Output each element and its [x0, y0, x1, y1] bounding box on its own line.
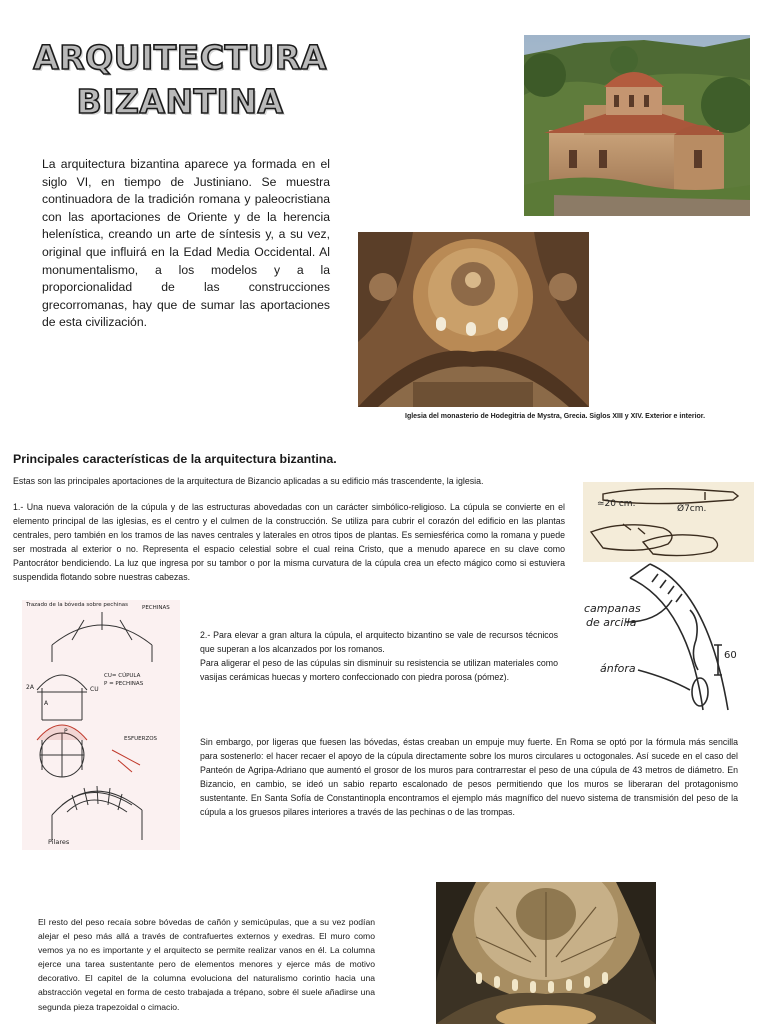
vessel-diameter-label: Ø7cm.	[677, 504, 707, 514]
vessel-length-label: ≃20 cm.	[597, 499, 636, 509]
paragraph-1: 1.- Una nueva valoración de la cúpula y de las estructuras abovedadas con un carácter simbólico-religioso. La cúpula se convierte en el elemento principal de las iglesias, es el centro y el culmen de la construcción. Se utiliza para cubrir el corazón del edificio en las plantas centrales, pero también en los tramos de las naves centrales y laterales en otros tipos de plantas. Es semiesférica como la romana y puede ser mostrada al exterior o no. Representa el espacio celestial sobre el cual reina Cristo, que a menudo aparece en su clave como Pantocrátor bendiciendo. La luz que ingresa por su tambor o por la misma curvatura de la cúpula crea un efecto mágico como si estuviera suspendida flotando sobre nuestras cabezas.	[13, 502, 565, 583]
intro-paragraph: La arquitectura bizantina aparece ya formada en el siglo VI, en tiempo de Justiniano. Se muestra continuadora de la tradición romana y paleocristiana con las aportaciones de Oriente y de la herencia helenística, creando un arte de síntesis y, a su vez, original que influirá en la Edad Media Occidental. Al monumentalismo, a los modelos y a la proporcionalidad de las construcciones grecorromanas, hay que de sumar las aportaciones de esta civilización.	[42, 157, 330, 330]
mark-2a: 2A	[26, 684, 34, 691]
section-lead: Estas son las principales aportaciones de la arquitectura de Bizancio aplicadas a su edificio más trascendente, la iglesia.	[13, 476, 484, 486]
paragraph-3: Sin embargo, por ligeras que fuesen las bóvedas, éstas creaban un empuje muy fuerte. En Roma se optó por la fórmula más sencilla para sostenerlo: el hacer recaer el apoyo de la cúpula directamente sobre los muros circulares u octogonales. Así sucede en el caso del Panteón de Agripa-Adriano que aumentó el grosor de los muros para contrarrestar el peso de una cúpula de 43 metros de diámetro. En Bizancio, en cambio, se ideó un sabio reparto escalonado de pesos permitiendo que los muros se liberaran del protagonismo sustentante. En Santa Sofía de Constantinopla encontramos el ejemplo más magnífico del nuevo sistema de transmisión del peso de la cúpula a los gruesos pilares interiores a través de las pechinas o de las trompas.	[200, 737, 738, 818]
legend-label	[104, 672, 143, 688]
church-exterior-photo	[524, 35, 750, 216]
pendentive-diagram	[22, 600, 180, 850]
diagram-title: Trazado de la bóveda sobre pechinas	[26, 602, 129, 608]
dome-section-sketch	[578, 560, 756, 720]
title-line-1: ARQUITECTURA	[33, 38, 327, 77]
mark-cu: CU	[90, 686, 99, 693]
title-line-2: BIZANTINA	[76, 82, 284, 121]
page-title	[30, 36, 330, 124]
esfuerzos-label: ESFUERZOS	[124, 736, 158, 742]
pechinas-label: PECHINAS	[142, 605, 170, 611]
mark-a: A	[44, 700, 49, 707]
amphora-label: ánfora	[600, 662, 636, 675]
pilares-label: Pilares	[48, 838, 70, 846]
paragraph-4: El resto del peso recaía sobre bóvedas de cañón y semicúpulas, que a su vez podían alejar el peso más allá a través de contrafuertes externos y exedras. El muro como vemos ya no es importante y el arquitecto se permite realizar vanos en él. La columna ejerce una tarea sustentante pero de elementos menores y ejerce más de motivo decorativo. El capitel de la columna evoluciona del naturalismo corintio hacia una abstracción vegetal en forma de cesto trabajada a trépano, sobre él suele añadirse una segunda pieza trapezoidal o cimacio.	[38, 917, 375, 1012]
hagia-sophia-dome-photo	[436, 882, 656, 1024]
church-interior-photo	[358, 232, 589, 407]
clay-vessel-sketch	[583, 482, 754, 562]
legend-pechinas: P = PECHINAS	[104, 681, 144, 687]
legend-cupula: CU= CÚPULA	[104, 673, 141, 679]
paragraph-2a: 2.- Para elevar a gran altura la cúpula, el arquitecto bizantino se vale de recursos técnicos que superan a los alcanzados por los romanos.	[200, 630, 558, 655]
section-heading: Principales características de la arquitectura bizantina.	[13, 452, 337, 466]
dome-dimension-label: 60	[724, 650, 737, 661]
clay-bells-label-2: de arcilla	[586, 616, 637, 629]
clay-bells-label: campanas	[584, 602, 641, 615]
paragraph-2b: Para aligerar el peso de las cúpulas sin disminuir su resistencia se utilizan materiales como vasijas cerámicas huecas y mortero confeccionado con piedra porosa (pómez).	[200, 658, 558, 683]
paragraph-2	[200, 628, 558, 684]
photo-caption: Iglesia del monasterio de Hodegitria de Mystra, Grecia. Siglos XIII y XIV. Exterior e interior.	[405, 413, 706, 420]
mark-p: P	[64, 728, 68, 735]
